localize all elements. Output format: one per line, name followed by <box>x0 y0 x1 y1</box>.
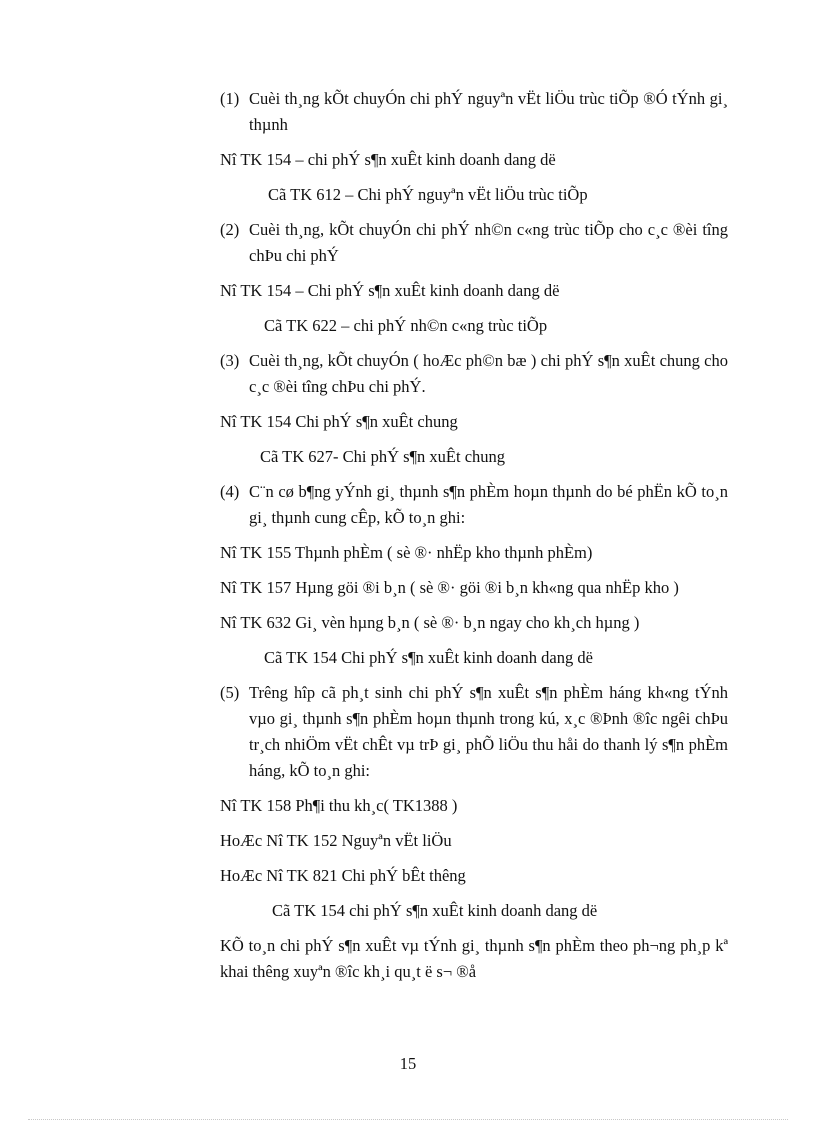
item-number: (1) <box>220 89 240 108</box>
entry-item-3 <box>220 348 728 400</box>
item-number: (3) <box>220 351 240 370</box>
item-text: Cuèi th¸ng kÕt chuyÓn chi phÝ nguyªn vËt liÖu trùc tiÕp ®Ó tÝnh gi¸ thµnh <box>249 89 728 134</box>
page-number: 15 <box>399 1054 417 1073</box>
debit-line: Nî TK 154 Chi phÝ s¶n xuÊt chung <box>220 412 458 431</box>
item-text: Cuèi th¸ng, kÕt chuyÓn chi phÝ nh©n c«ng trùc tiÕp cho c¸c ®èi tîng chÞu chi phÝ <box>249 220 728 265</box>
item-number: (4) <box>220 482 240 501</box>
page-body <box>220 86 728 994</box>
entry-item-4 <box>220 479 728 531</box>
page-bottom-rule <box>28 1119 788 1120</box>
debit-line: HoÆc Nî TK 152 Nguyªn vËt liÖu <box>220 831 452 850</box>
debit-line: Nî TK 154 – chi phÝ s¶n xuÊt kinh doanh dang dë <box>220 150 556 169</box>
debit-line: Nî TK 158 Ph¶i thu kh¸c( TK1388 ) <box>220 796 458 815</box>
item-text: Cuèi th¸ng, kÕt chuyÓn ( hoÆc ph©n bæ ) chi phÝ s¶n xuÊt chung cho c¸c ®èi tîng chÞu chi phÝ. <box>249 351 728 396</box>
entry-item-1 <box>220 86 728 138</box>
credit-line: Cã TK 154 chi phÝ s¶n xuÊt kinh doanh dang dë <box>272 901 598 920</box>
debit-line: Nî TK 154 – Chi phÝ s¶n xuÊt kinh doanh dang dë <box>220 281 560 300</box>
debit-line: Nî TK 155 Thµnh phÈm ( sè ®· nhËp kho thµnh phÈm) <box>220 543 593 562</box>
credit-line: Cã TK 627- Chi phÝ s¶n xuÊt chung <box>260 447 506 466</box>
item-number: (5) <box>220 683 240 702</box>
credit-line: Cã TK 622 – chi phÝ nh©n c«ng trùc tiÕp <box>264 316 548 335</box>
closing-paragraph: KÕ to¸n chi phÝ s¶n xuÊt vµ tÝnh gi¸ thµnh s¶n phÈm theo ph¬ng ph¸p kª khai thêng xuyªn ®îc kh¸i qu¸t ë s¬ ®å <box>220 936 728 981</box>
debit-line: Nî TK 632 Gi¸ vèn hµng b¸n ( sè ®· b¸n ngay cho kh¸ch hµng ) <box>220 613 640 632</box>
credit-line: Cã TK 154 Chi phÝ s¶n xuÊt kinh doanh dang dë <box>264 648 593 667</box>
item-text: Trêng hîp cã ph¸t sinh chi phÝ s¶n xuÊt s¶n phÈm háng kh«ng tÝnh vµo gi¸ thµnh s¶n phÈm hoµn thµnh trong kú, x¸c ®Þnh ®îc ngêi chÞu tr¸ch nhiÖm vËt chÊt vµ trÞ gi¸ phÕ liÖu thu håi do thanh lý s¶n phÈm háng, kÕ to¸n ghi: <box>249 683 728 780</box>
debit-line: HoÆc Nî TK 821 Chi phÝ bÊt thêng <box>220 866 466 885</box>
entry-item-2 <box>220 217 728 269</box>
credit-line: Cã TK 612 – Chi phÝ nguyªn vËt liÖu trùc tiÕp <box>268 185 588 204</box>
debit-line: Nî TK 157 Hµng göi ®i b¸n ( sè ®· göi ®i b¸n kh«ng qua nhËp kho ) <box>220 578 679 597</box>
item-number: (2) <box>220 220 240 239</box>
item-text: C¨n cø b¶ng yÝnh gi¸ thµnh s¶n phÈm hoµn thµnh do bé phËn kÕ to¸n gi¸ thµnh cung cÊp, kÕ to¸n ghi: <box>249 482 728 527</box>
entry-item-5 <box>220 680 728 784</box>
